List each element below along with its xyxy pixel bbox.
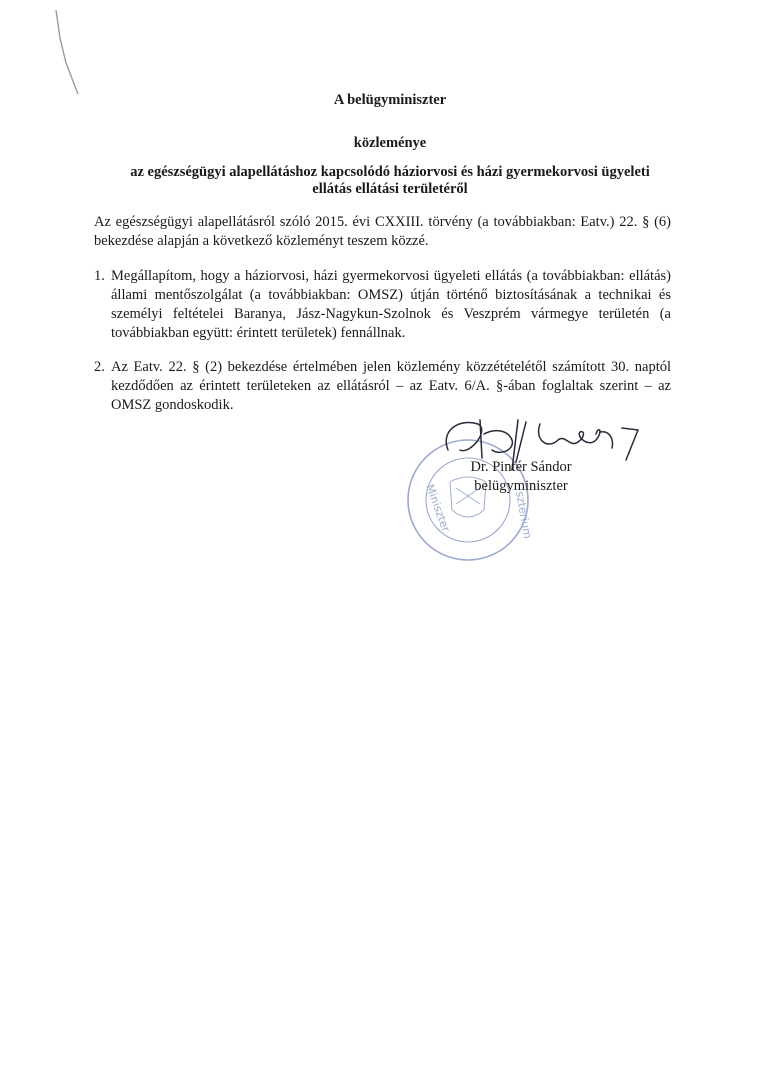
document-subject-line1: az egészségügyi alapellátáshoz kapcsolódó háziorvosi és házi gyermekorvosi ügyeleti bbox=[130, 164, 650, 180]
item-number-2: 2. bbox=[94, 359, 105, 375]
stamp-text-left: Miniszter bbox=[423, 482, 453, 534]
signatory-name: Dr. Pintér Sándor bbox=[470, 459, 572, 475]
stamp-text-right: szterium bbox=[513, 490, 535, 540]
intro-paragraph: Az egészségügyi alapellátásról szóló 2015. évi CXXIII. törvény (a továbbiakban: Eatv.) 22. § (6) bekezdése alapján a következő közleményt teszem közzé. bbox=[94, 214, 671, 249]
signatory-title: belügyminiszter bbox=[474, 478, 568, 494]
item-text-2: Az Eatv. 22. § (2) bekezdése értelmében jelen közlemény közzétételétől számított 30. naptól kezdődően az érintett területeken az ellátásról – az Eatv. 6/A. §-ában foglaltak szerint – az OMSZ gondoskodik. bbox=[111, 359, 671, 413]
document-title-authority: A belügyminiszter bbox=[333, 92, 447, 108]
item-number-1: 1. bbox=[94, 268, 105, 284]
item-text-1: Megállapítom, hogy a háziorvosi, házi gyermekorvosi ügyeleti ellátás (a továbbiakban: ellátás) állami mentőszolgálat (a továbbiakban: OMSZ) útján történő biztosításának a technikai és személyi feltételei Baranya, Jász-Nagykun-Szolnok és Veszprém vármegye területén (a továbbiakban együtt: érintett területek) fennállnak. bbox=[111, 268, 671, 341]
document-subject-line2: ellátás ellátási területéről bbox=[312, 181, 468, 197]
scan-artifact-line bbox=[52, 8, 82, 98]
signatory-block bbox=[466, 458, 576, 496]
document-title-type: közleménye bbox=[353, 135, 427, 151]
document-subject bbox=[90, 164, 690, 198]
